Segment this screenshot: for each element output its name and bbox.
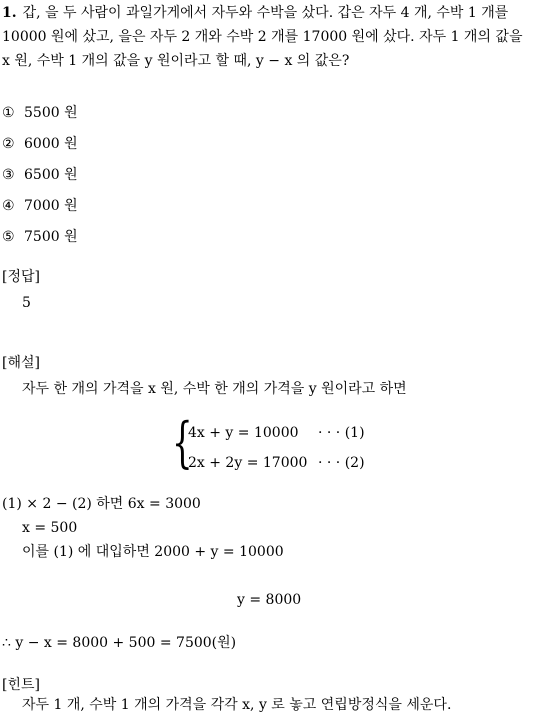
step-2: x = 500 xyxy=(22,520,78,536)
step-4: y = 8000 xyxy=(237,592,302,608)
choice-2-label: 6000 원 xyxy=(24,136,78,152)
choice-2-mark: ② xyxy=(2,136,15,152)
hint-text: 자두 1 개, 수박 1 개의 가격을 각각 x, y 로 놓고 연립방정식을 세운다. xyxy=(22,697,452,713)
choice-3[interactable] xyxy=(2,162,78,188)
answer-heading: [정답] xyxy=(2,269,40,285)
conclusion: ∴ y − x = 8000 + 500 = 7500(원) xyxy=(2,635,237,651)
choice-3-label: 6500 원 xyxy=(24,167,78,183)
choice-1-mark: ① xyxy=(2,105,15,121)
choice-1-label: 5500 원 xyxy=(24,105,78,121)
question-text: 갑, 을 두 사람이 과일가게에서 자두와 수박을 샀다. 갑은 자두 4 개, 수박 1 개를 10000 원에 샀고, 을은 자두 2 개와 수박 2 개를 17000 원에 샀다. 자두 1 개의 값을 x 원, 수박 1 개의 값을 y 원이라고 할 때, y − x 의 값은? xyxy=(2,5,523,69)
choice-4-mark: ④ xyxy=(2,198,15,214)
system-tag-1: · · · (1) xyxy=(318,425,365,441)
question xyxy=(2,1,532,73)
hint-heading: [힌트] xyxy=(2,677,40,693)
explanation-heading: [해설] xyxy=(2,355,40,371)
step-1: (1) × 2 − (2) 하면 6x = 3000 xyxy=(2,496,201,512)
answer-value: 5 xyxy=(22,295,31,311)
choice-5[interactable] xyxy=(2,224,78,250)
choice-4-label: 7000 원 xyxy=(24,198,78,214)
choice-3-mark: ③ xyxy=(2,167,15,183)
step-3: 이를 (1) 에 대입하면 2000 + y = 10000 xyxy=(22,544,284,560)
system-eq-2: 2x + 2y = 17000 xyxy=(188,455,308,471)
choice-5-label: 7500 원 xyxy=(24,229,78,245)
choice-1[interactable] xyxy=(2,100,78,126)
explanation-intro: 자두 한 개의 가격을 x 원, 수박 한 개의 가격을 y 원이라고 하면 xyxy=(22,381,407,397)
question-number: 1. xyxy=(2,5,17,21)
system-tag-2: · · · (2) xyxy=(318,455,365,471)
system-brace: { xyxy=(172,411,193,474)
choice-2[interactable] xyxy=(2,131,78,157)
choice-4[interactable] xyxy=(2,193,78,219)
choice-5-mark: ⑤ xyxy=(2,229,15,245)
system-eq-1: 4x + y = 10000 xyxy=(188,425,299,441)
